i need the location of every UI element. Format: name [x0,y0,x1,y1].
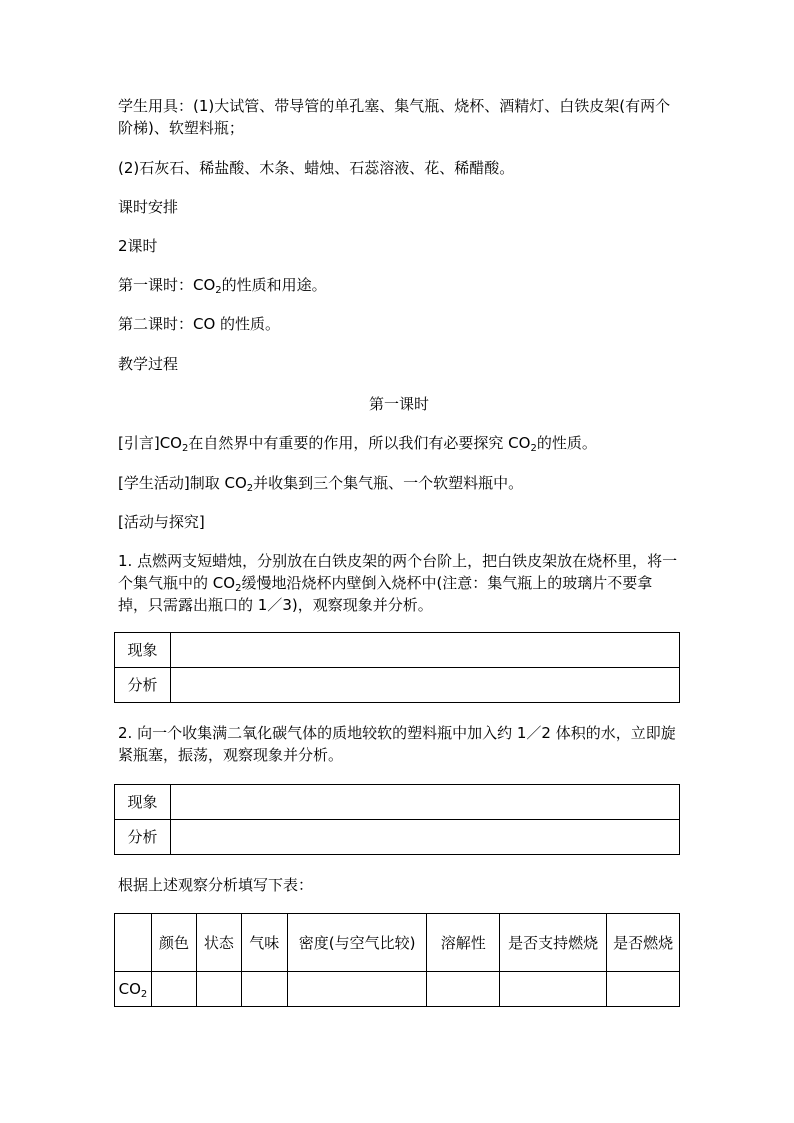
intro-text-a: [引言]CO [118,434,182,452]
paragraph-first-period [118,274,680,296]
density-cell[interactable] [287,972,426,1007]
table-row [115,785,680,820]
tools-text: 学生用具：(1)大试管、带导管的单孔塞、集气瓶、烧杯、酒精灯、白铁皮架(有两个阶梯)、软塑料瓶； [118,97,671,137]
empty-header-cell [115,914,152,972]
paragraph-step-2 [118,722,680,766]
phenomenon-cell[interactable] [171,633,680,668]
analysis-label: 分析 [115,668,171,703]
paragraph-step-1 [118,550,680,616]
fill-table-text: 根据上述观察分析填写下表： [118,876,314,894]
column-header-odor: 气味 [241,914,287,972]
state-cell[interactable] [197,972,241,1007]
subscript-2: 2 [215,285,222,296]
schedule-heading: 课时安排 [118,198,179,216]
materials-text: (2)石灰石、稀盐酸、木条、蜡烛、石蕊溶液、花、稀醋酸。 [118,159,515,177]
observation-table-2 [114,784,680,855]
supports-combustion-cell[interactable] [500,972,607,1007]
first-period-text-b: 的性质和用途。 [221,276,327,294]
properties-table [114,913,680,1007]
first-lesson-heading: 第一课时 [368,395,429,413]
section-title-schedule [118,196,680,218]
row-label-co2 [115,972,152,1007]
subscript-2: 2 [235,583,242,594]
column-header-solubility: 溶解性 [427,914,500,972]
subscript-2: 2 [246,483,254,494]
student-activity-text-b: 并收集到三个集气瓶、一个软塑料瓶中。 [253,474,524,492]
paragraph-second-period [118,313,680,335]
subscript-2: 2 [182,443,189,454]
table-row [115,633,680,668]
subscript-2: 2 [530,443,537,454]
paragraph-student-activity [118,472,680,494]
table-row [115,820,680,855]
color-cell[interactable] [151,972,196,1007]
subscript-2: 2 [140,989,148,1000]
column-header-state: 状态 [197,914,241,972]
intro-text-b: 在自然界中有重要的作用，所以我们有必要探究 CO [188,434,531,452]
observation-table-1 [114,632,680,703]
step-1-text-b: 缓慢地沿烧杯内壁倒入烧杯中(注意：集气瓶上的玻璃片不要拿掉，只需露出瓶口的 1／3)，观察现象并分析。 [118,574,653,614]
step-2-text: 2. 向一个收集满二氧化碳气体的质地较软的塑料瓶中加入约 1／2 体积的水，立即旋紧瓶塞，振荡，观察现象并分析。 [118,724,676,764]
process-heading: 教学过程 [118,355,179,373]
column-header-supports-combustion: 是否支持燃烧 [500,914,607,972]
phenomenon-label: 现象 [115,633,171,668]
paragraph-intro [118,432,680,454]
section-title-first-lesson [118,393,680,415]
table-row [115,668,680,703]
phenomenon-cell[interactable] [171,785,680,820]
activity-title-text: [活动与探究] [118,513,205,531]
section-title-process [118,353,680,375]
paragraph-materials [118,157,680,179]
column-header-combustible: 是否燃烧 [607,914,680,972]
second-period-text: 第二课时：CO 的性质。 [118,315,281,333]
paragraph-hours [118,235,680,257]
first-period-text-a: 第一课时：CO [118,276,216,294]
table-row [115,972,680,1007]
paragraph-activity-title [118,511,680,533]
combustible-cell[interactable] [607,972,680,1007]
analysis-label: 分析 [115,820,171,855]
odor-cell[interactable] [241,972,287,1007]
paragraph-fill-table [118,874,680,896]
intro-text-c: 的性质。 [536,434,597,452]
column-header-density: 密度(与空气比较) [287,914,426,972]
analysis-cell[interactable] [171,668,680,703]
step-1-text-a: 1. 点燃两支短蜡烛，分别放在白铁皮架的两个台阶上，把白铁皮架放在烧杯里，将一个集气瓶中的 CO [118,552,678,592]
student-activity-text-a: [学生活动]制取 CO [118,474,247,492]
paragraph-tools [118,95,680,139]
table-header-row [115,914,680,972]
solubility-cell[interactable] [427,972,500,1007]
column-header-color: 颜色 [151,914,196,972]
analysis-cell[interactable] [171,820,680,855]
hours-text: 2课时 [118,237,158,255]
row-label-main: CO [118,980,141,998]
phenomenon-label: 现象 [115,785,171,820]
